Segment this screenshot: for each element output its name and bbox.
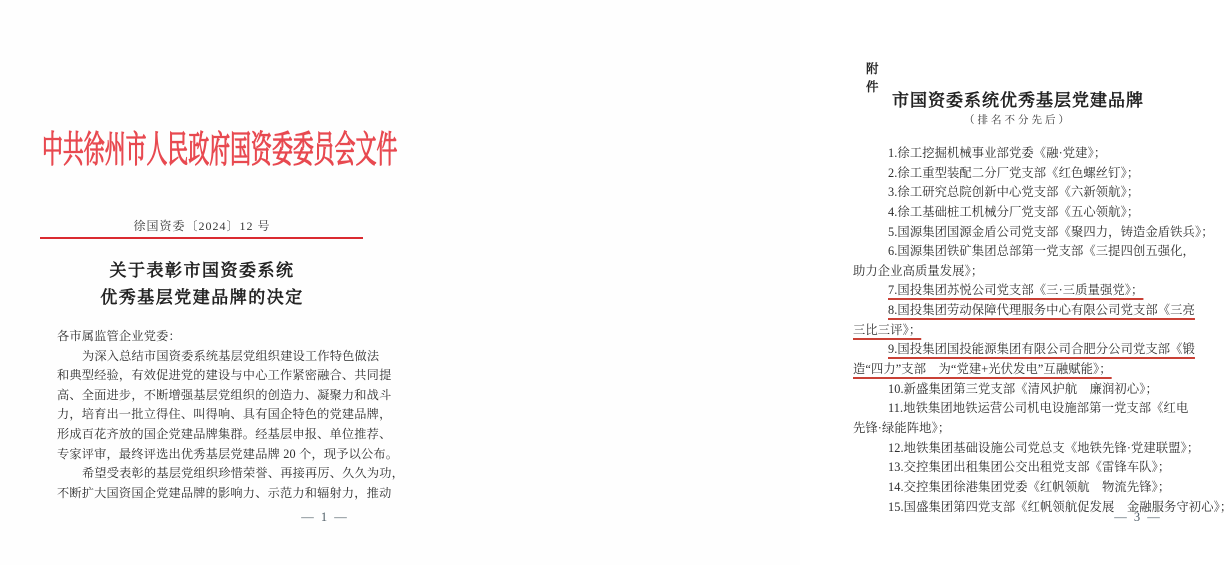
document-page-3 — [410, 0, 1232, 565]
list-item-text: 3.徐工研究总院创新中心党支部《六新领航》； — [888, 185, 1140, 200]
body-line: 力，培育出一批立得住、叫得响、具有国企特色的党建品牌， — [57, 407, 392, 422]
red-underlined-text: 7.国投集团苏悦公司党支部《三·三质量强党》； — [888, 283, 1144, 298]
list-item-text: 1.徐工挖掘机械事业部党委《融·党建》； — [888, 146, 1107, 160]
list-item-text: 2.徐工重型装配二分厂党支部《红色螺丝钉》； — [888, 165, 1140, 180]
red-letterhead-title: 中共徐州市人民政府国资委委员会文件 — [42, 130, 398, 171]
document-title-line-1: 关于表彰市国资委系统 — [109, 261, 295, 280]
list-item-text: 4.徐工基础桩工机械分厂党支部《五心领航》； — [888, 204, 1140, 219]
list-item-text: 6.国源集团铁矿集团总部第一党支部《三提四创五强化， — [888, 244, 1195, 259]
list-item-line — [853, 419, 1193, 439]
list-item-text: 12.地铁集团基础设施公司党总支《地铁先锋·党建联盟》； — [888, 440, 1200, 455]
body-line: 不断扩大国资国企党建品牌的影响力、示范力和辐射力，推动 — [57, 485, 392, 500]
list-item-line — [853, 380, 1193, 400]
page-number-1: — 1 — — [301, 510, 349, 524]
document-title-line-2: 优秀基层党建品牌的决定 — [100, 288, 304, 307]
list-item-text: 先锋·绿能阵地》； — [853, 420, 951, 435]
list-item-text: 14.交控集团徐港集团党委《红帆领航 物流先锋》； — [888, 479, 1171, 494]
list-item-line — [853, 340, 1193, 360]
body-line: 和典型经验，有效促进党的建设与中心工作紧密融合、共同提 — [57, 368, 392, 383]
list-item-line — [853, 439, 1200, 459]
list-item-line — [853, 203, 1193, 223]
body-line: 高、全面进步，不断增强基层党组织的创造力、凝聚力和战斗 — [57, 387, 392, 402]
red-divider-line — [40, 237, 363, 239]
body-line: 各市属监管企业党委： — [57, 329, 181, 343]
list-item-text: 13.交控集团出租集团公交出租党支部《雷锋车队》； — [888, 460, 1171, 475]
list-item-line — [853, 183, 1193, 203]
list-item-line — [853, 458, 1193, 478]
body-line: 形成百花齐放的国企党建品牌集群。经基层申报、单位推荐、 — [57, 426, 392, 441]
red-underlined-text: 8.国投集团劳动保障代理服务中心有限公司党支部《三亮 — [888, 303, 1195, 318]
list-item-line — [853, 281, 1193, 301]
page-number-3: — 3 — — [1114, 510, 1162, 524]
body-line: 希望受表彰的基层党组织珍惜荣誉、再接再厉、久久为功， — [82, 466, 405, 481]
attachment-title: 市国资委系统优秀基层党建品牌 — [892, 91, 1144, 110]
list-item-line — [853, 321, 1193, 341]
list-item-text: 5.国源集团国源金盾公司党支部《聚四力，铸造金盾铁兵》； — [888, 224, 1214, 239]
red-underlined-text: 三比三评》； — [853, 322, 922, 337]
document-body — [57, 327, 405, 503]
list-item-line — [853, 399, 1193, 419]
body-line: 专家评审，最终评选出优秀基层党建品牌 20 个，现予以公布。 — [57, 446, 399, 461]
list-item-line — [853, 262, 1193, 282]
document-number: 徐国资委〔2024〕12 号 — [133, 219, 271, 233]
list-item-text: 10.新盛集团第三党支部《清风护航 廉润初心》； — [888, 381, 1158, 396]
attachment-subtitle: （排名不分先后） — [964, 115, 1072, 126]
list-item-line — [853, 144, 1193, 164]
list-item-text: 助力企业高质量发展》； — [853, 263, 984, 278]
red-underlined-text: 造“四力”支部 为“党建+光伏发电”互融赋能》； — [853, 362, 1112, 377]
brand-list — [853, 144, 1232, 517]
list-item-line — [853, 242, 1193, 262]
body-line: 为深入总结市国资委系统基层党组织建设工作特色做法 — [82, 348, 380, 363]
list-item-line — [853, 478, 1193, 498]
list-item-line — [853, 223, 1214, 243]
list-item-line — [853, 301, 1193, 321]
list-item-line — [853, 164, 1193, 184]
list-item-text: 15.国盛集团第四党支部《红帆领航促发展 金融服务守初心》； — [888, 499, 1232, 514]
list-item-line — [853, 360, 1193, 380]
red-underlined-text: 9.国投集团国投能源集团有限公司合肥分公司党支部《锻 — [888, 342, 1195, 357]
list-item-text: 11.地铁集团地铁运营公司机电设施部第一党支部《红电 — [888, 401, 1189, 416]
document-page-1 — [0, 0, 410, 565]
attachment-label: 附件 — [866, 62, 880, 94]
